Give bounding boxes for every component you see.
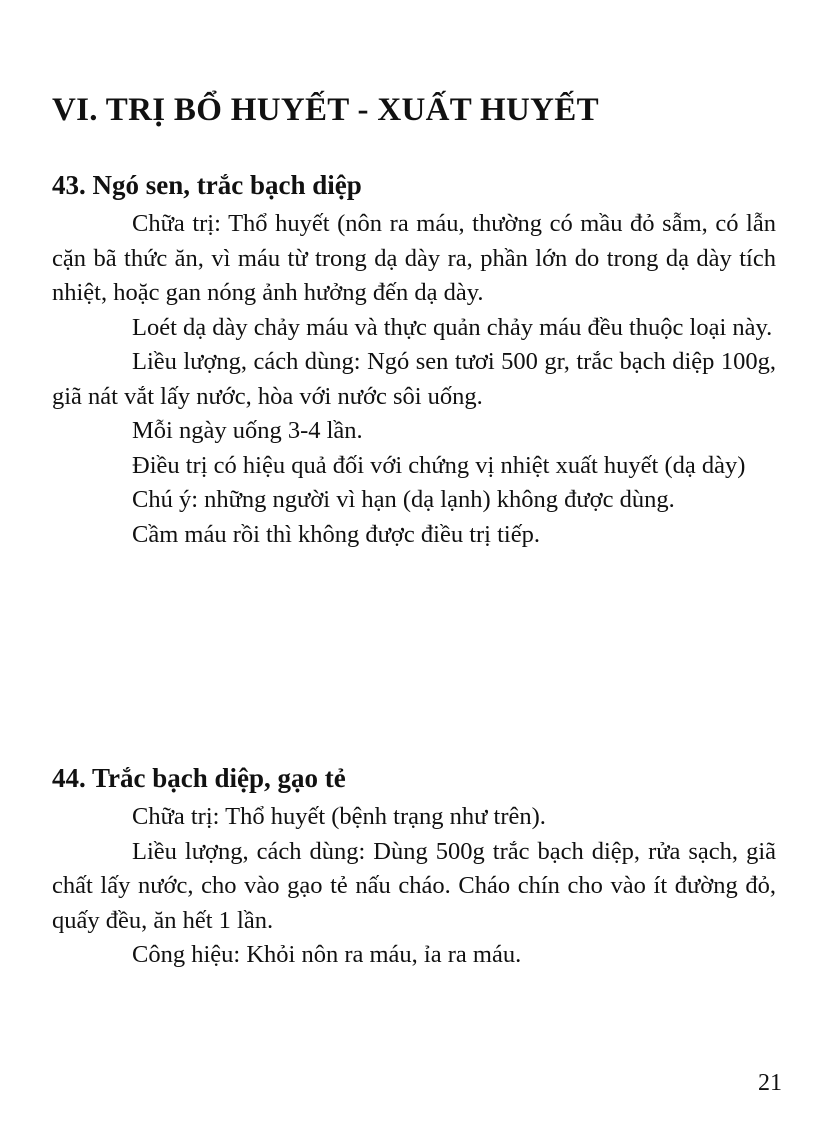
page-number: 21 [758, 1070, 782, 1096]
paragraph: Chữa trị: Thổ huyết (nôn ra máu, thường có mầu đỏ sẫm, có lẫn cặn bã thức ăn, vì máu từ trong dạ dày ra, phần lớn do trong dạ dày tích nhiệt, hoặc gan nóng ảnh hưởng đến dạ dày. [52, 210, 776, 306]
recipe-title: 43. Ngó sen, trắc bạch diệp [52, 170, 362, 200]
recipe-section-44 [52, 763, 776, 973]
paragraph: Cầm máu rồi thì không được điều trị tiếp. [132, 520, 540, 548]
paragraph: Loét dạ dày chảy máu và thực quản chảy máu đều thuộc loại này. [132, 313, 773, 341]
recipe-section-43 [52, 170, 776, 552]
paragraph: Mỗi ngày uống 3-4 lần. [132, 417, 363, 444]
paragraph: Điều trị có hiệu quả đối với chứng vị nhiệt xuất huyết (dạ dày) [132, 451, 746, 479]
paragraph: Chữa trị: Thổ huyết (bệnh trạng như trên). [132, 803, 546, 830]
paragraph: Liều lượng, cách dùng: Dùng 500g trắc bạch diệp, rửa sạch, giã chất lấy nước, cho vào gạo tẻ nấu cháo. Cháo chín cho vào ít đường đỏ, quấy đều, ăn hết 1 lần. [52, 837, 776, 934]
paragraph: Liều lượng, cách dùng: Ngó sen tươi 500 gr, trắc bạch diệp 100g, giã nát vắt lấy nước, hòa với nước sôi uống. [52, 348, 776, 410]
recipe-title: 44. Trắc bạch diệp, gạo tẻ [52, 763, 346, 793]
paragraph: Chú ý: những người vì hạn (dạ lạnh) không được dùng. [132, 486, 675, 513]
chapter-title: VI. TRỊ BỔ HUYẾT - XUẤT HUYẾT [52, 92, 599, 128]
paragraph: Công hiệu: Khỏi nôn ra máu, ỉa ra máu. [132, 941, 522, 968]
